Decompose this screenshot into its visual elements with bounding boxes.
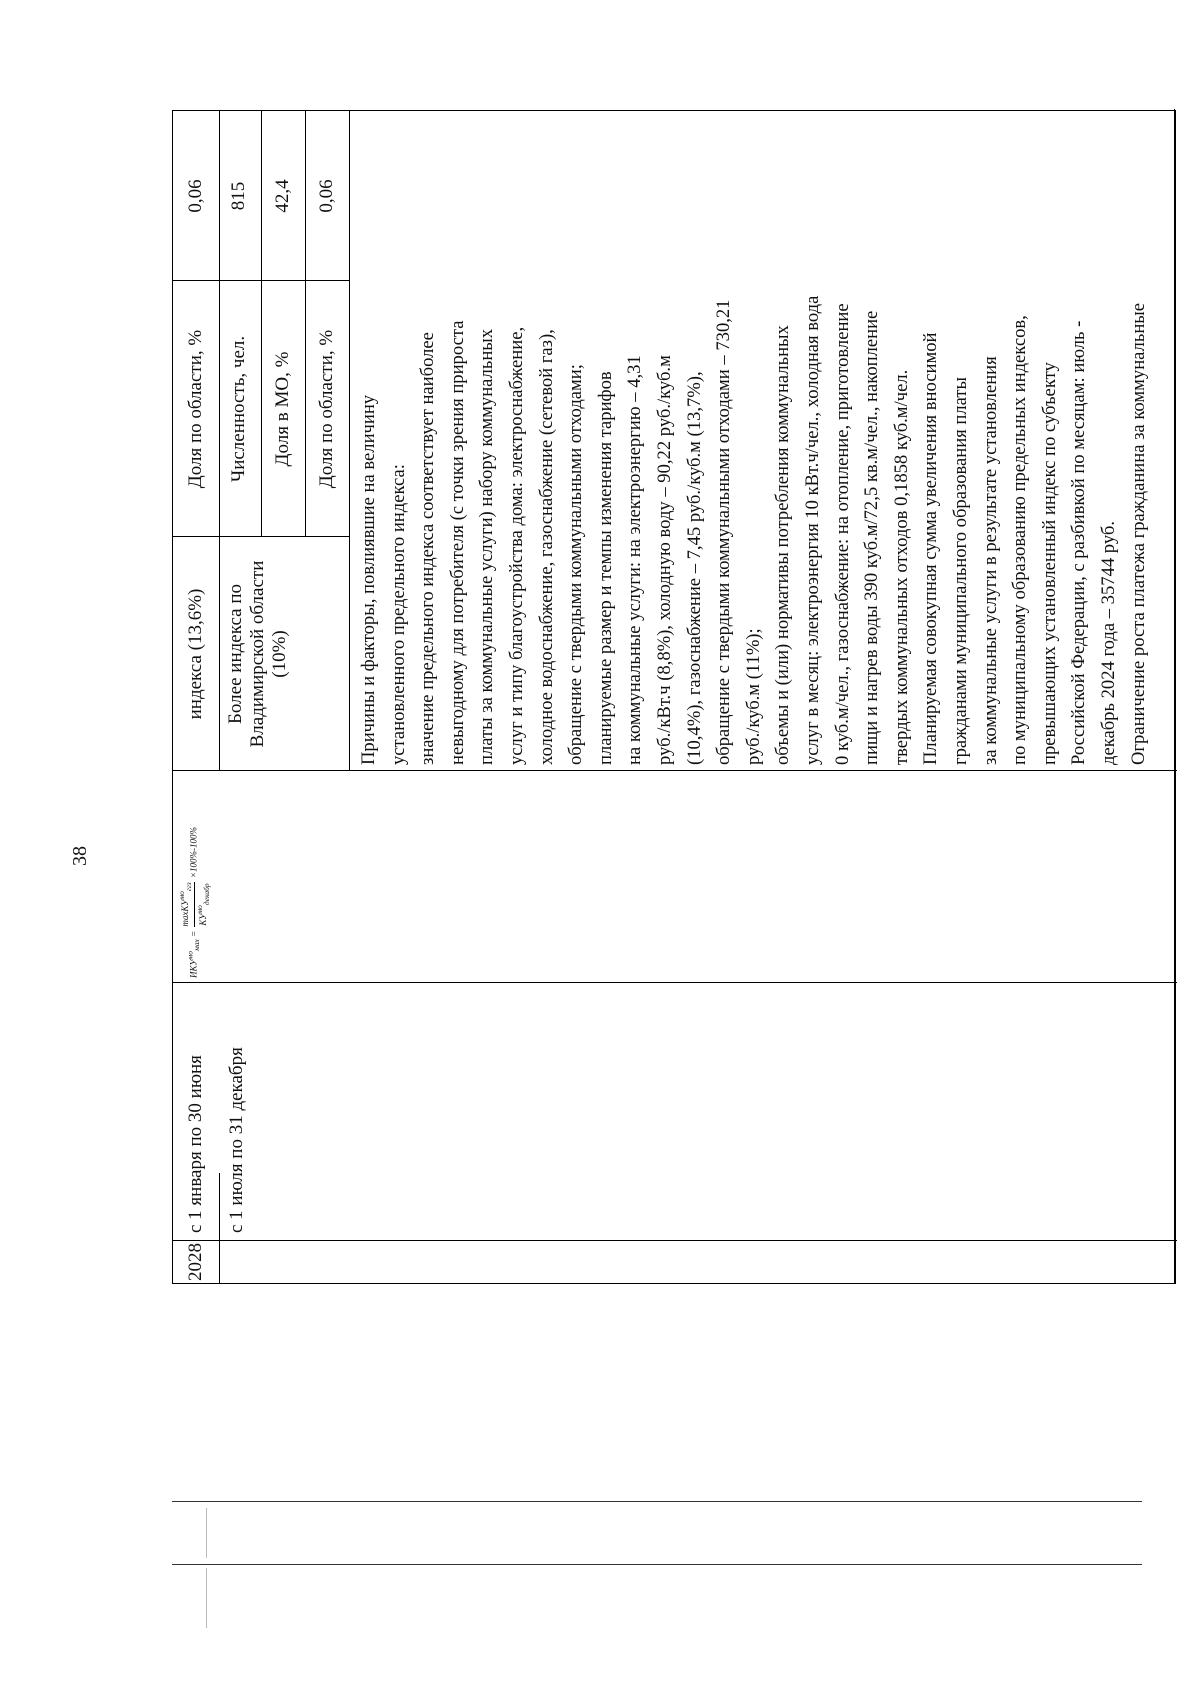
formula-lhs: ИКУ bbox=[188, 959, 199, 978]
explanation-line: Причины и факторы, повлиявшие на величину bbox=[358, 394, 379, 765]
explanation-line: невыгодному для потребителя (с точки зрения прироста bbox=[446, 320, 468, 765]
rule bbox=[261, 111, 262, 537]
row-label-share-region-2: Доля по области, % bbox=[316, 329, 337, 489]
explanation-line: пищи и нагрев воды 390 куб.м/72,5 кв.м/чел., накопление bbox=[861, 310, 883, 765]
rule bbox=[173, 1240, 1177, 1241]
period-second-half: с 1 июля по 31 декабря bbox=[226, 1047, 247, 1233]
formula-fraction bbox=[177, 882, 212, 926]
rule bbox=[219, 1173, 220, 1283]
explanation-line: декабрь 2024 года – 35744 руб. bbox=[1098, 520, 1119, 765]
explanation-line: на коммунальные услуги: на электроэнергию – 4,31 bbox=[624, 355, 646, 765]
rule bbox=[173, 982, 1177, 983]
formula-num-sup: мо bbox=[177, 891, 186, 900]
index-table bbox=[172, 110, 1176, 1284]
explanation-line: установленного предельного индекса: bbox=[387, 464, 409, 765]
index-formula: $ИКУ^{мо}_{мах}$ = maxКУ$^{мо}_{ггз}$ $КУ^{мо}_{декабр}$ ×100%-100% bbox=[177, 827, 211, 978]
explanation-line: планируемые размер и темпы изменения тарифов bbox=[594, 371, 616, 765]
row-value-share-mo: 42,4 bbox=[272, 179, 293, 213]
row-value-share-region: 0,06 bbox=[185, 179, 206, 213]
explanation-line: Планируемая совокупная сумма увеличения вносимой bbox=[920, 332, 942, 765]
page-number: 38 bbox=[69, 846, 91, 866]
year-cell: 2028 bbox=[185, 1243, 206, 1281]
index-label: индекса (13,6%) bbox=[185, 588, 206, 720]
explanation-cell bbox=[349, 111, 1177, 771]
formula-numerator: maxКУ bbox=[180, 899, 190, 927]
row-label-share-mo: Доля в МО, % bbox=[272, 351, 293, 467]
more-than-index-label: Более индекса по Владимирской области (10%) bbox=[225, 560, 290, 748]
period-first-half: с 1 января по 30 июня bbox=[185, 1055, 206, 1233]
scan-artifact bbox=[206, 1568, 207, 1628]
rule bbox=[305, 111, 306, 537]
explanation-line: твердых коммунальных отходов 0,1858 куб.м/чел. bbox=[890, 369, 912, 765]
explanation-line: значение предельного индекса соответствует наиболее bbox=[417, 332, 439, 765]
formula-denominator: КУ bbox=[197, 913, 208, 926]
horizontal-line bbox=[172, 1501, 1142, 1502]
explanation-line: Ограничение роста платежа гражданина за коммунальные bbox=[1127, 302, 1149, 765]
formula-num-sub: ггз bbox=[183, 882, 193, 892]
rotated-page-content bbox=[172, 110, 1176, 1284]
explanation-line: обращение с твердыми коммунальными отходами; bbox=[565, 364, 587, 765]
rule bbox=[219, 111, 220, 771]
explanation-line: за коммунальные услуги в результате установления bbox=[979, 356, 1001, 765]
explanation-line: Российской Федерации, с разбивкой по месяцам: июль - bbox=[1068, 320, 1090, 765]
explanation-line: услуг и типу благоустройства дома: электроснабжение, bbox=[506, 326, 527, 765]
row-label-share-region: Доля по области, % bbox=[185, 329, 206, 489]
explanation-line: по муниципальному образованию предельных индексов, bbox=[1009, 315, 1031, 765]
formula-lhs-sub: мах bbox=[192, 939, 202, 952]
explanation-line: (10,4%), газоснабжение – 7,45 руб./куб.м (13,7%), bbox=[683, 371, 705, 765]
row-value-share-region-2: 0,06 bbox=[316, 179, 337, 213]
explanation-text bbox=[349, 111, 1177, 771]
explanation-line: услуг в месяц: электроэнергия 10 кВт.ч/чел., холодная вода bbox=[802, 295, 823, 765]
explanation-line: руб./куб.м (11%); bbox=[742, 628, 764, 765]
scan-artifact bbox=[206, 1508, 207, 1558]
formula-lhs-sup: мо bbox=[185, 951, 195, 960]
explanation-line: гражданами муниципального образования платы bbox=[950, 377, 971, 765]
explanation-line: холодное водоснабжение, газоснабжение (сетевой газ), bbox=[535, 329, 557, 765]
horizontal-line bbox=[172, 1564, 1142, 1565]
explanation-line: платы за коммунальные услуги) набору коммунальных bbox=[476, 328, 498, 765]
formula-tail: ×100%-100% bbox=[188, 827, 199, 879]
explanation-line: превышающих установленный индекс по субъекту bbox=[1038, 362, 1060, 765]
formula-den-sub: декабр bbox=[201, 883, 211, 906]
row-value-population: 815 bbox=[228, 181, 249, 211]
explanation-line: обращение с твердыми коммунальными отходами – 730,21 bbox=[713, 299, 735, 765]
explanation-line: 0 куб.м/чел., газоснабжение: на отопление, приготовление bbox=[831, 303, 853, 765]
formula-den-sup: мо bbox=[194, 905, 204, 914]
explanation-line: руб./кВт.ч (8,8%), холодную воду – 90,22 руб./куб.м bbox=[654, 355, 675, 765]
row-label-population: Численность, чел. bbox=[228, 335, 249, 483]
explanation-line: объемы и (или) нормативы потребления коммунальных bbox=[772, 325, 794, 765]
